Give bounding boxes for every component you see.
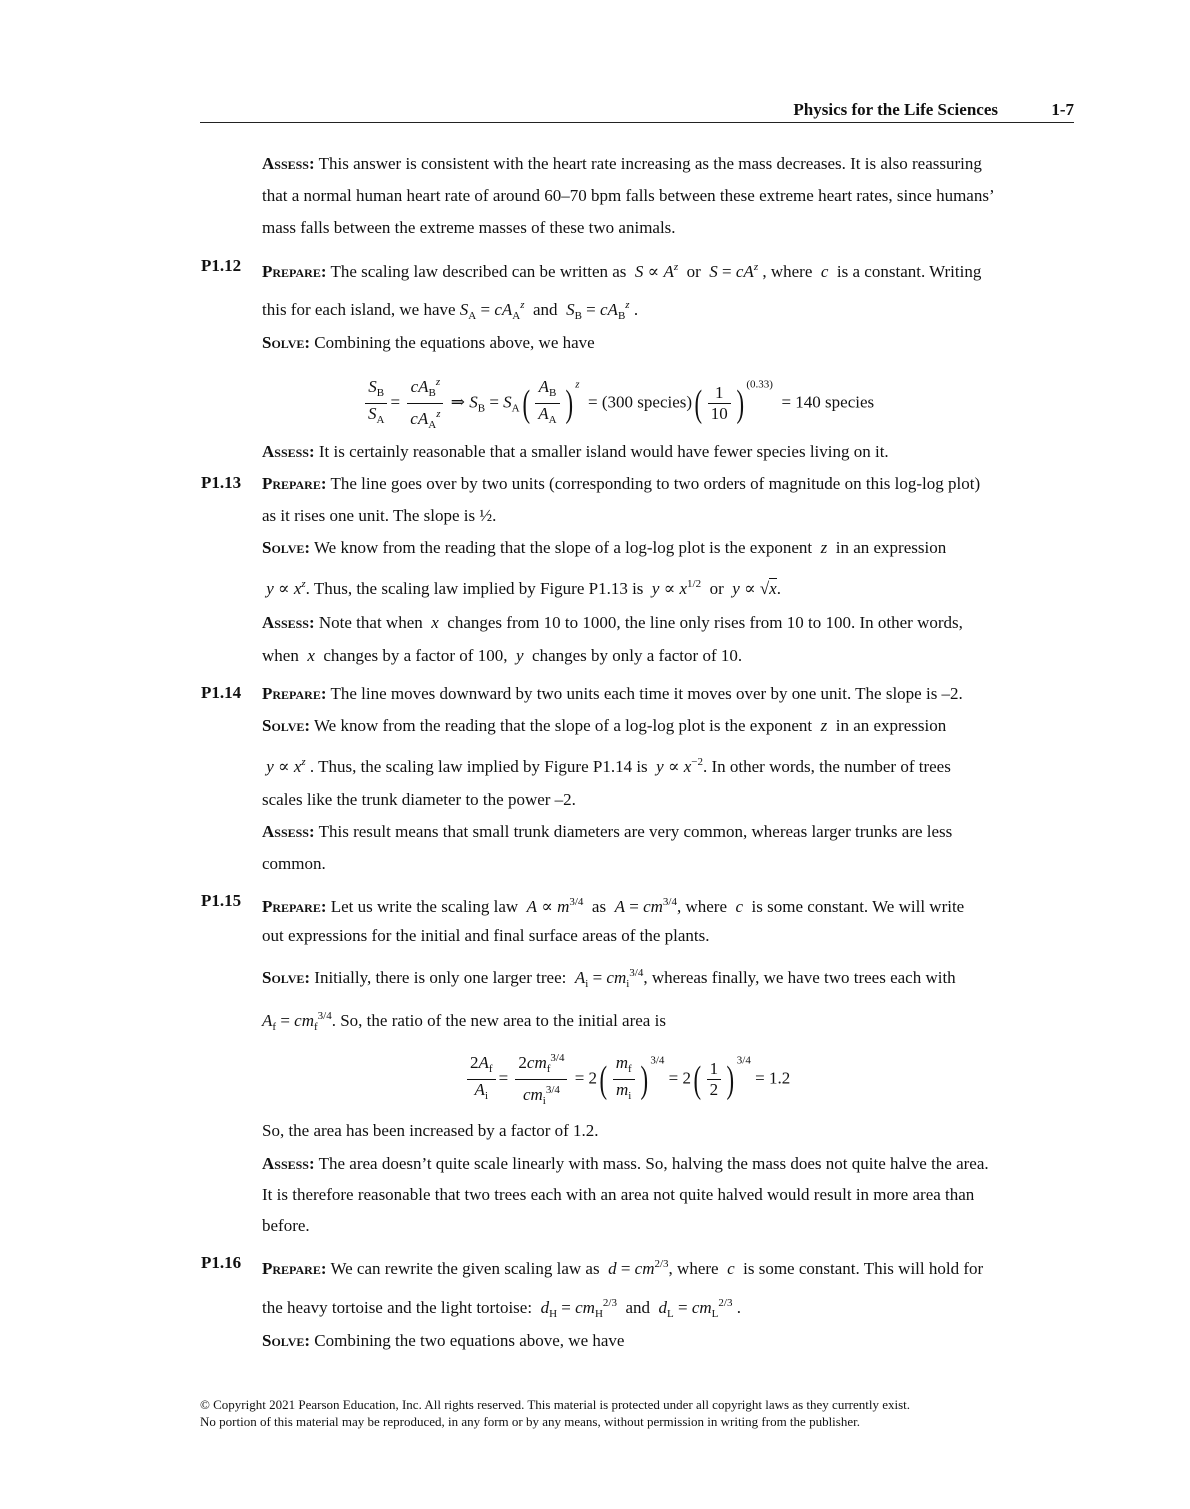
- p13-assess-2: when x changes by a factor of 100, y changes by only a factor of 10.: [262, 646, 743, 665]
- p15-assess: Assess: The area doesn’t quite scale linearly with mass. So, halving the mass does not quite halve the area.: [262, 1154, 989, 1173]
- p16-solve: Solve: Combining the two equations above, we have: [262, 1331, 625, 1350]
- page-number: 1-7: [1051, 100, 1074, 119]
- header-title: Physics for the Life Sciences: [793, 100, 998, 119]
- assess-line-1: Assess: This answer is consistent with the heart rate increasing as the mass decreases. It is also reassuring: [262, 154, 982, 173]
- p14-solve: Solve: We know from the reading that the slope of a log-log plot is the exponent z in an expression: [262, 716, 947, 735]
- p15-assess-2: It is therefore reasonable that two trees each with an area not quite halved would result in more area than: [262, 1185, 975, 1204]
- p16-prepare: Prepare: We can rewrite the given scaling law as $d = cm^{2/3}$, where c is some constant. This will hold for: [262, 1258, 984, 1278]
- p12-solve: Solve: Combining the equations above, we have: [262, 333, 595, 352]
- p14-assess-2: common.: [262, 854, 326, 873]
- p12-prepare-2: this for each island, we have $S_A = cA_A^z$ and $S_B = cA_B^z$ .: [262, 299, 639, 322]
- p13-assess: Assess: Note that when x changes from 10 to 1000, the line only rises from 10 to 100. In other words,: [262, 613, 963, 632]
- p12-assess: Assess: It is certainly reasonable that a smaller island would have fewer species living on it.: [262, 442, 889, 461]
- p13-prepare: Prepare: The line goes over by two units (corresponding to two orders of magnitude on this log-log plot): [262, 474, 981, 493]
- p13-solve-2: $y \propto x^z$. Thus, the scaling law implied by Figure P1.13 is $y \propto x^{1/2}$ or y ∝ √x.: [266, 578, 781, 598]
- problem-number-p1-15: P1.15: [201, 891, 242, 910]
- assess-line-2: that a normal human heart rate of around 60–70 bpm falls between these extreme heart rates, since humans’: [262, 186, 995, 205]
- p14-prepare: Prepare: The line moves downward by two units each time it moves over by one unit. The slope is –2.: [262, 684, 963, 703]
- problem-number-p1-16: P1.16: [201, 1253, 242, 1272]
- p14-assess: Assess: This result means that small trunk diameters are very common, whereas larger trunks are less: [262, 822, 953, 841]
- equation-p12: $\frac{S_B}{S_A}$ = $\frac{cA_B^z}{cA_A^z}$ ⇒ $S_B = S_A$( $\frac{A_B}{A_A}$ ) $^z$ = (300 species)( $\frac{1}{10}$ ) $^{(0.33)}$ = 140 species: [362, 372, 874, 435]
- p15-prepare: Prepare: Let us write the scaling law $A \propto m^{3/4}$ as $A = cm^{3/4}$, where c is some constant. We will write: [262, 896, 965, 916]
- p15-assess-3: before.: [262, 1216, 310, 1235]
- p15-so: So, the area has been increased by a factor of 1.2.: [262, 1121, 599, 1140]
- footer-line-2: No portion of this material may be reproduced, in any form or by any means, without permission in writing from the publisher.: [200, 1414, 860, 1429]
- problem-number-p1-12: P1.12: [201, 256, 242, 275]
- p14-solve-2: $y \propto x^z$ . Thus, the scaling law implied by Figure P1.14 is $y \propto x^{-2}$. In other words, the number of trees: [266, 756, 951, 776]
- assess-line-3: mass falls between the extreme masses of these two animals.: [262, 218, 676, 237]
- p13-prepare-2: as it rises one unit. The slope is ½.: [262, 506, 497, 525]
- problem-number-p1-14: P1.14: [201, 683, 242, 702]
- p15-solve-2: $A_f = cm_f^{3/4}$. So, the ratio of the new area to the initial area is: [262, 1010, 666, 1033]
- copyright-footer: [200, 1396, 1074, 1430]
- problem-number-p1-13: P1.13: [201, 473, 242, 492]
- footer-line-1: © Copyright 2021 Pearson Education, Inc. All rights reserved. This material is protected under all copyright laws as they currently exist.: [200, 1397, 911, 1412]
- page-header: [200, 100, 1074, 123]
- equation-p15: $\frac{2A_f}{A_i}$ = $\frac{2cm_f^{3/4}}{cm_i^{3/4}}$ = 2( $\frac{m_f}{m_i}$ ) $^{3/4}$ = 2( $\frac{1}{2}$ ) $^{3/4}$ = 1.2: [464, 1048, 790, 1111]
- p13-solve: Solve: We know from the reading that the slope of a log-log plot is the exponent z in an expression: [262, 538, 947, 557]
- p15-prepare-2: out expressions for the initial and final surface areas of the plants.: [262, 926, 710, 945]
- p14-solve-3: scales like the trunk diameter to the power –2.: [262, 790, 576, 809]
- p15-solve: Solve: Initially, there is only one larger tree: $A_i = cm_i^{3/4}$, whereas finally, we have two trees each with: [262, 967, 956, 990]
- p16-prepare-2: the heavy tortoise and the light tortoise: $d_H = cm_H^{2/3}$ and $d_L = cm_L^{2/3}$ .: [262, 1297, 741, 1320]
- p12-prepare: Prepare: The scaling law described can be written as $S \propto A^z$ or $S = cA^z$ , where c is a constant. Writing: [262, 261, 982, 281]
